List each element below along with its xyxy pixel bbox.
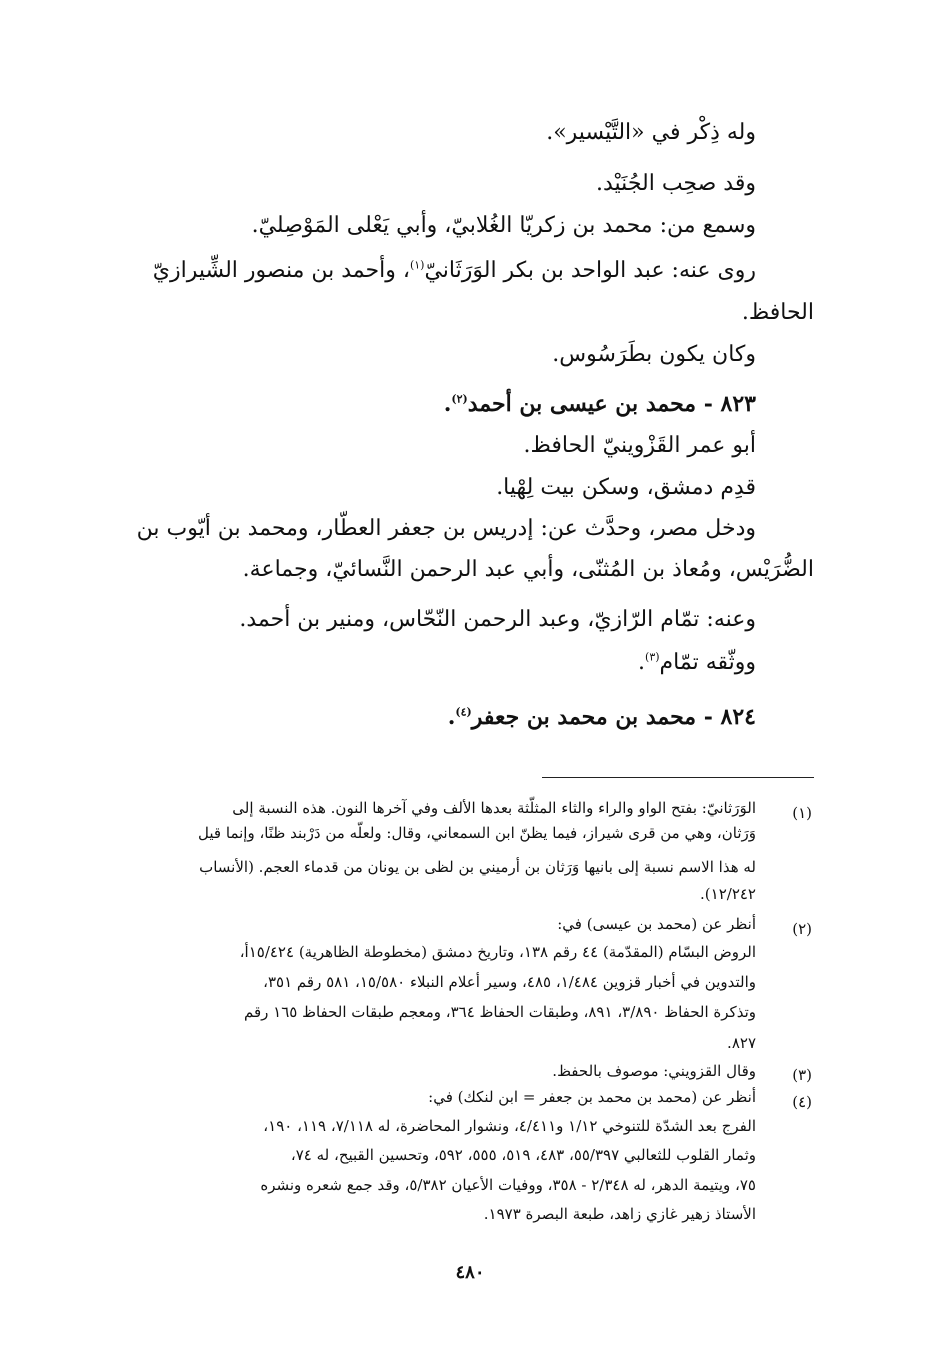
footnote-line: والتدوين في أخبار قزوين ١/٤٨٤، ٤٨٥، وسير أعلام النبلاء ١٥/٥٨٠، ٥٨١ رقم ٣٥١، [263,973,756,991]
footnote-line: ١٢/٢٤٢). [700,885,756,903]
punctuation: . [638,650,646,675]
footnote-ref: (٣) [645,650,660,664]
body-text: ووثّقه تمّام [659,650,756,675]
footnote-line: أنظر عن (محمد بن عيسى) في: [557,915,756,933]
body-line: وقد صحِب الجُنَيْد. [596,171,756,196]
entry-heading-823 [444,391,756,417]
punctuation: . [447,704,456,730]
body-line: قدِم دمشق، وسكن بيت لِهْيا. [496,475,756,500]
footnote-separator [542,777,814,778]
footnote-line: وتذكرة الحفاظ ٣/٨٩٠، ٨٩١، وطبقات الحفاظ ٣٦٤، ومعجم طبقات الحفاظ ١٦٥ رقم [243,1003,756,1021]
body-line: الحافظ. [741,300,814,325]
footnote-line: وقال القزويني: موصوف بالحفظ. [552,1062,756,1080]
punctuation: . [443,391,452,417]
footnote-line: الوَرَثانيّ: بفتح الواو والراء والثاء المثلّثة بعدها الألف وفي آخرها النون. هذه النسبة إلى [232,799,756,817]
footnote-number: (٢) [792,920,812,938]
footnote-number: (١) [792,804,812,822]
body-line: وكان يكون بطَرَسُوس. [552,342,756,367]
footnote-line: ٧٥، ويتيمة الدهر، له ٢/٣٤٨ - ٣٥٨، ووفيات الأعيان ٥/٣٨٢، وقد جمع شعره ونشره [260,1176,756,1194]
footnote-ref: (٢) [451,392,468,406]
footnote-line: ٨٢٧. [727,1034,756,1052]
footnote-ref: (١) [409,258,425,272]
body-line: الضُّرَيْس، ومُعاذ بن المُثنّى، وأبي عبد الرحمن النَّسائيّ، وجماعة. [242,557,814,582]
body-line: وسمع من: محمد بن زكريّا الغُلابيّ، وأبي يَعْلى المَوْصِليّ. [251,213,756,238]
footnote-line: وَرَثان، وهي من قرى شيراز، فيما يظنّ ابن السمعاني، وقال: ولعلّه من دَرْبند ظنًا، وإنما قيل [198,824,756,842]
footnote-number: (٣) [792,1066,812,1084]
page-number: ٤٨٠ [455,1262,485,1283]
body-line [126,258,756,284]
body-line: ودخل مصر، وحدَّث عن: إدريس بن جعفر العطّار، ومحمد بن أيّوب بن [136,516,756,541]
body-line: وعنه: تمّام الرّازيّ، وعبد الرحمن النّحّاس، ومنير بن أحمد. [239,607,756,632]
footnote-line: أنظر عن (محمد بن محمد بن جعفر = ابن لنكك) في: [428,1088,756,1106]
entry-heading-824 [448,704,756,730]
entry-heading-text: ٨٢٣ - محمد بن عيسى بن أحمد [467,391,756,417]
footnote-line: الأستاذ زهير غازي زاهد، طبعة البصرة ١٩٧٣. [483,1205,756,1223]
footnote-line: له هذا الاسم نسبة إلى بانيها وَرَثان بن أرميني بن لظى بن يونان من قدماء العجم. (الأنساب [199,858,756,876]
body-line: وله ذِكْر في «التَّيْسير». [546,120,756,145]
footnote-ref: (٤) [455,705,472,719]
body-text: ، وأحمد بن منصور الشِّيرازيّ [152,258,410,283]
footnote-line: وثمار القلوب للثعالبي ٥٥/٣٩٧، ٤٨٣، ٥١٩، ٥٥٥، ٥٩٢، وتحسين القبيح، له ٧٤، [290,1146,756,1164]
entry-heading-text: ٨٢٤ - محمد بن محمد بن جعفر [471,704,756,730]
footnote-line: الفرج بعد الشدّة للتنوخي ١/١٢ و٤/٤١١، ونشوار المحاضرة، له ٧/١١٨، ١١٩، ١٩٠، [263,1117,756,1135]
body-text: روى عنه: عبد الواحد بن بكر الوَرَثَانيّ [424,258,756,283]
footnote-number: (٤) [792,1093,812,1111]
footnote-line: الروض البسّام (المقدّمة) ٤٤ رقم ١٣٨، وتاريخ دمشق (مخطوطة الظاهرية) ١٥/٤٢٤أ، [239,943,756,961]
body-line: أبو عمر القَزْوينيّ الحافظ. [523,433,756,458]
body-line [638,650,756,676]
